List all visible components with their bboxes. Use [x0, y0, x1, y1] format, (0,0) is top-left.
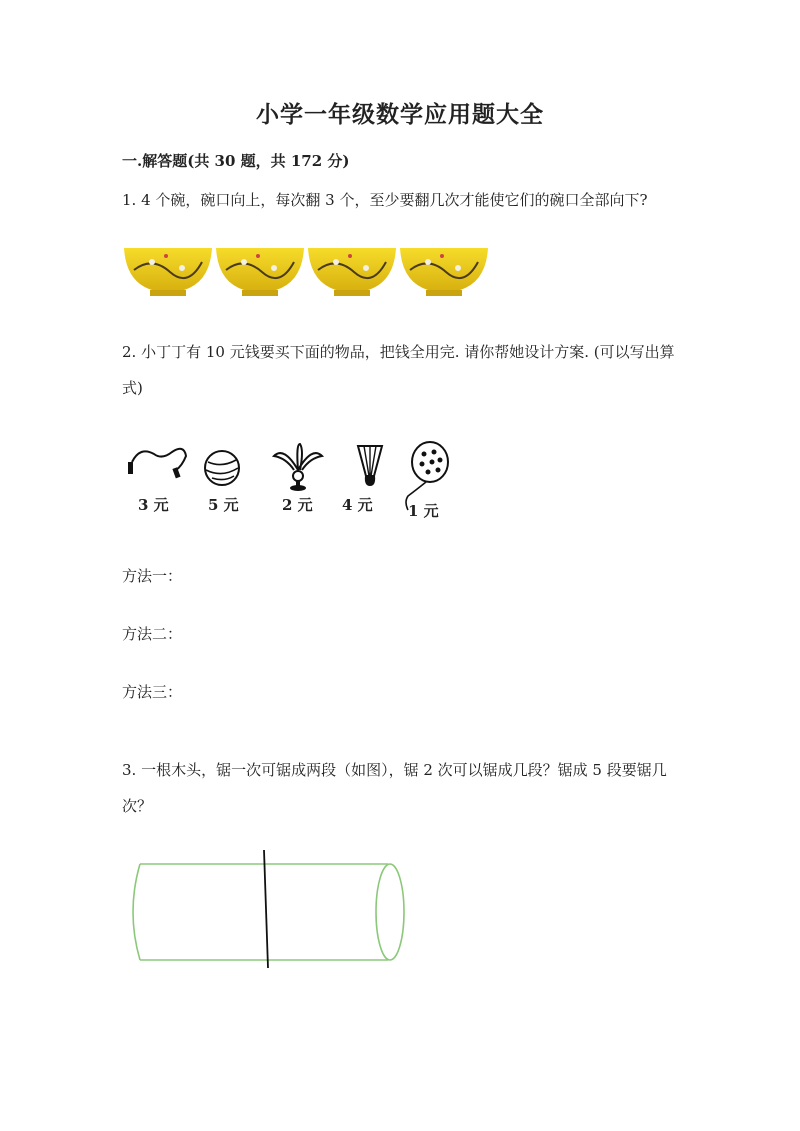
method-1: 方法一：	[122, 567, 183, 585]
items-row	[122, 440, 462, 525]
bowl-4	[400, 248, 488, 296]
price-2: 5 元	[208, 496, 239, 514]
bowl-2	[216, 248, 304, 296]
question-3: 3. 一根木头，锯一次可锯成两段（如图），锯 2 次可以锯成几段？锯成 5 段要锯几次？	[122, 761, 667, 815]
question-1: 1. 4 个碗，碗口向上，每次翻 3 个，至少要翻几次才能使它们的碗口全部向下?	[122, 191, 648, 209]
saw-cut-line	[264, 850, 268, 968]
section-heading: 一.解答题(共 30 题，共 172 分)	[122, 152, 350, 170]
price-3: 2 元	[282, 496, 313, 514]
page-title: 小学一年级数学应用题大全	[256, 101, 544, 128]
ball-icon	[202, 448, 242, 488]
price-5: 1 元	[408, 502, 439, 520]
bowl-3	[308, 248, 396, 296]
log-diagram	[122, 848, 412, 970]
jump-rope-icon	[122, 440, 192, 485]
shuttlecock-toy-icon	[270, 442, 326, 494]
bowl-1	[124, 248, 212, 296]
method-2: 方法二：	[122, 625, 183, 643]
price-1: 3 元	[138, 496, 169, 514]
bowls-image	[122, 242, 492, 300]
price-4: 4 元	[342, 496, 373, 514]
question-2: 2. 小丁丁有 10 元钱要买下面的物品，把钱全用完. 请你帮她设计方案. (可以写出算式)	[122, 343, 675, 397]
badminton-shuttlecock-icon	[350, 442, 390, 490]
method-3: 方法三：	[122, 683, 183, 701]
